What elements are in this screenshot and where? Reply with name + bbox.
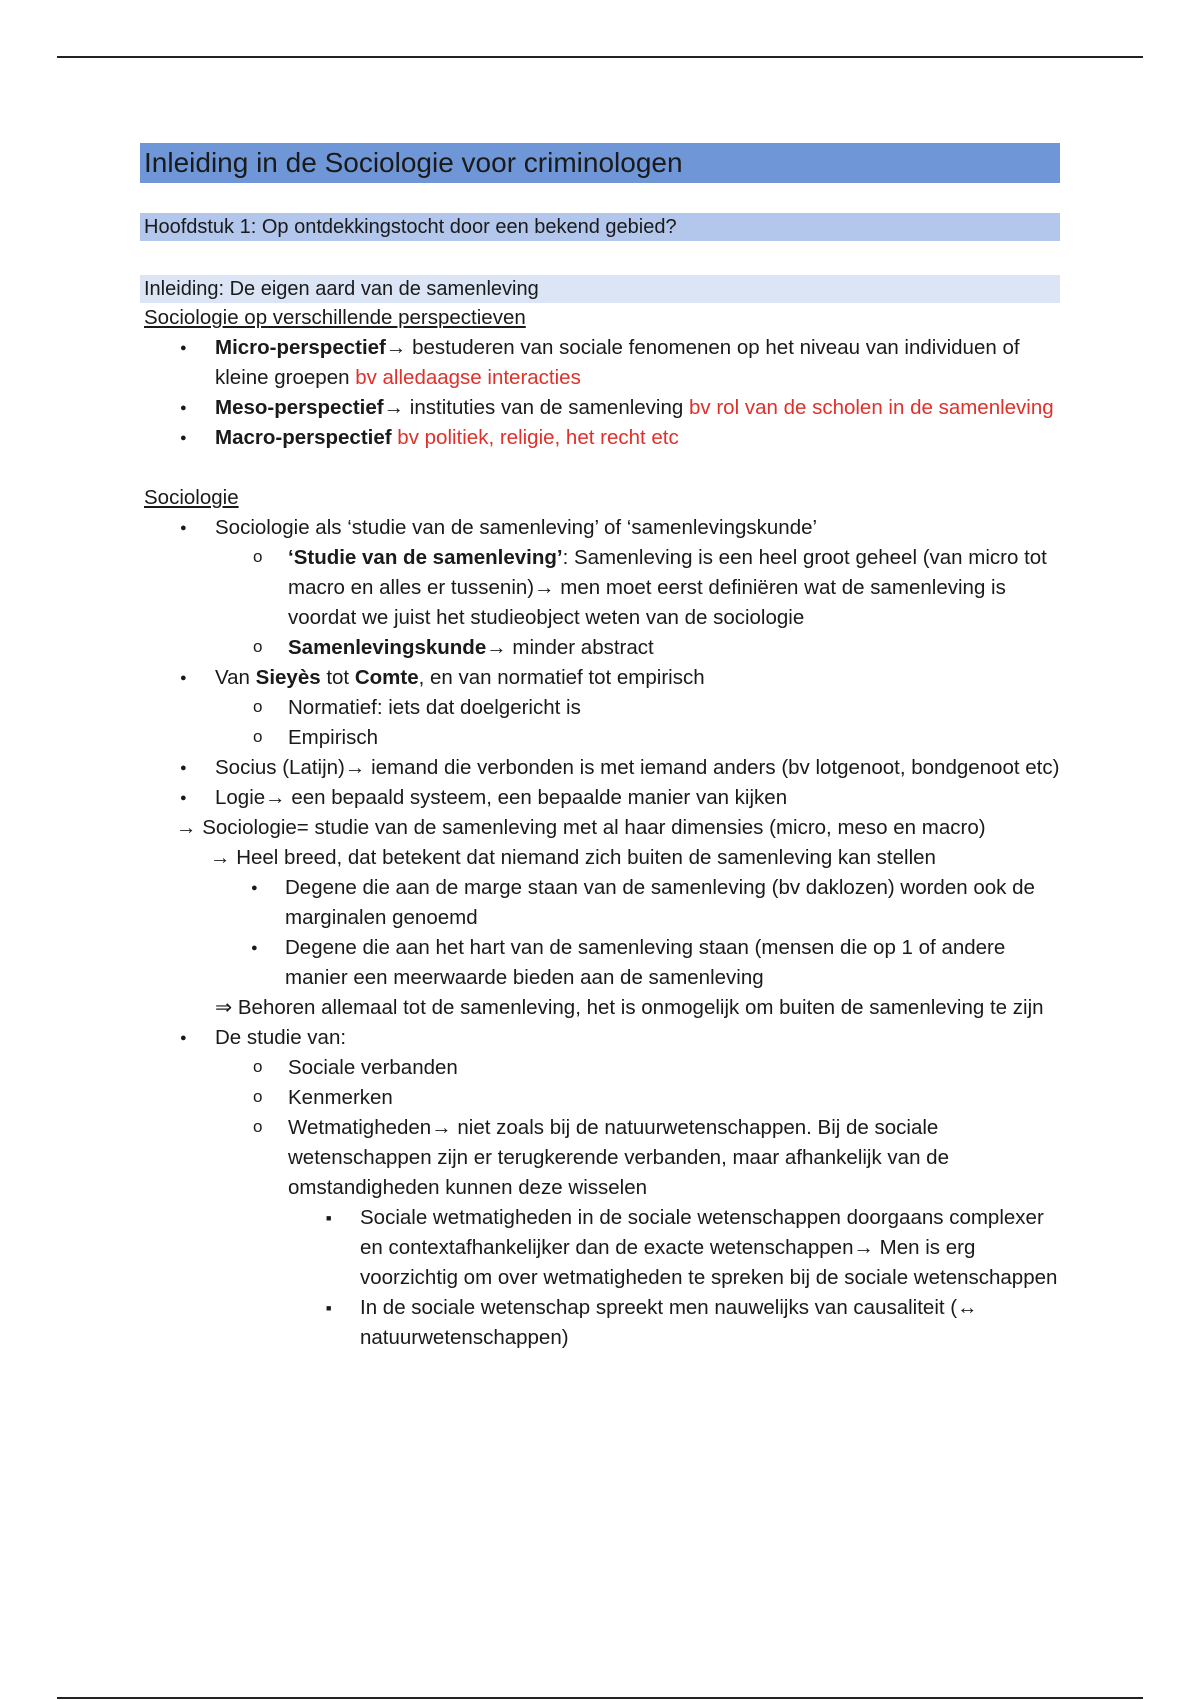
example-text: bv alledaagse interacties <box>355 366 581 389</box>
document-title: Inleiding in de Sociologie voor criminologen <box>140 143 1060 183</box>
list-item: ● Socius (Latijn)→ iemand die verbonden is met iemand anders (bv lotgenoot, bondgenoot etc) <box>140 753 1060 783</box>
top-rule <box>57 56 1143 58</box>
nested-list <box>140 873 1060 993</box>
list-item: ● Degene die aan de marge staan van de samenleving (bv daklozen) worden ook de marginalen genoemd <box>140 873 1060 933</box>
sociologie-list <box>140 513 1060 813</box>
arrow-line: → Sociologie= studie van de samenleving met al haar dimensies (micro, meso en macro) <box>176 816 986 839</box>
studie-list <box>140 1023 1060 1353</box>
document-body <box>140 143 1060 1353</box>
chapter-heading: Hoofdstuk 1: Op ontdekkingstocht door een bekend gebied? <box>140 213 1060 241</box>
list-item: ● Sociologie als ‘studie van de samenleving’ of ‘samenlevingskunde’ <box>140 513 1060 543</box>
list-item: o Wetmatigheden→ niet zoals bij de natuurwetenschappen. Bij de sociale wetenschappen zijn er terugkerende verbanden, maar afhankelijk van de omstandigheden kunnen deze wisselen <box>140 1113 1060 1203</box>
list-item: ● Micro-perspectief→ bestuderen van sociale fenomenen op het niveau van individuen of kleine groepen bv alledaagse interacties <box>140 333 1060 393</box>
list-item: o Sociale verbanden <box>140 1053 1060 1083</box>
list-item: ■ In de sociale wetenschap spreekt men nauwelijks van causaliteit (↔ natuurwetenschappen) <box>140 1293 1060 1353</box>
list-item: ● Macro-perspectief bv politiek, religie, het recht etc <box>140 423 1060 453</box>
list-item: o Empirisch <box>140 723 1060 753</box>
list-item: ● De studie van: <box>140 1023 1060 1053</box>
list-item: o ‘Studie van de samenleving’: Samenleving is een heel groot geheel (van micro tot macro en alles er tussenin)→ men moet eerst definiëren wat de samenleving is voordat we juist het studieobject weten van de sociologie <box>140 543 1060 633</box>
bottom-rule <box>57 1697 1143 1699</box>
list-item: o Normatief: iets dat doelgericht is <box>140 693 1060 723</box>
list-item: ● Logie→ een bepaald systeem, een bepaalde manier van kijken <box>140 783 1060 813</box>
example-text: bv rol van de scholen in de samenleving <box>689 396 1054 419</box>
perspectives-heading: Sociologie op verschillende perspectieven <box>144 306 526 329</box>
list-item: o Samenlevingskunde→ minder abstract <box>140 633 1060 663</box>
implication-line: ⇒ Behoren allemaal tot de samenleving, het is onmogelijk om buiten de samenleving te zijn <box>215 996 1044 1019</box>
list-item: ● Degene die aan het hart van de samenleving staan (mensen die op 1 of andere manier een meerwaarde bieden aan de samenleving <box>140 933 1060 993</box>
list-item: ● Meso-perspectief→ instituties van de samenleving bv rol van de scholen in de samenleving <box>140 393 1060 423</box>
list-item: ● Van Sieyès tot Comte, en van normatief tot empirisch <box>140 663 1060 693</box>
example-text: bv politiek, religie, het recht etc <box>397 426 679 449</box>
arrow-line-2: → Heel breed, dat betekent dat niemand zich buiten de samenleving kan stellen <box>210 846 936 869</box>
perspectives-list <box>140 333 1060 453</box>
list-item: ■ Sociale wetmatigheden in de sociale wetenschappen doorgaans complexer en contextafhankelijker dan de exacte wetenschappen→ Men is erg voorzichtig om over wetmatigheden te spreken bij de sociale wetenschappen <box>140 1203 1060 1293</box>
sociologie-heading: Sociologie <box>144 486 239 509</box>
list-item: o Kenmerken <box>140 1083 1060 1113</box>
section-heading: Inleiding: De eigen aard van de samenleving <box>140 275 1060 303</box>
